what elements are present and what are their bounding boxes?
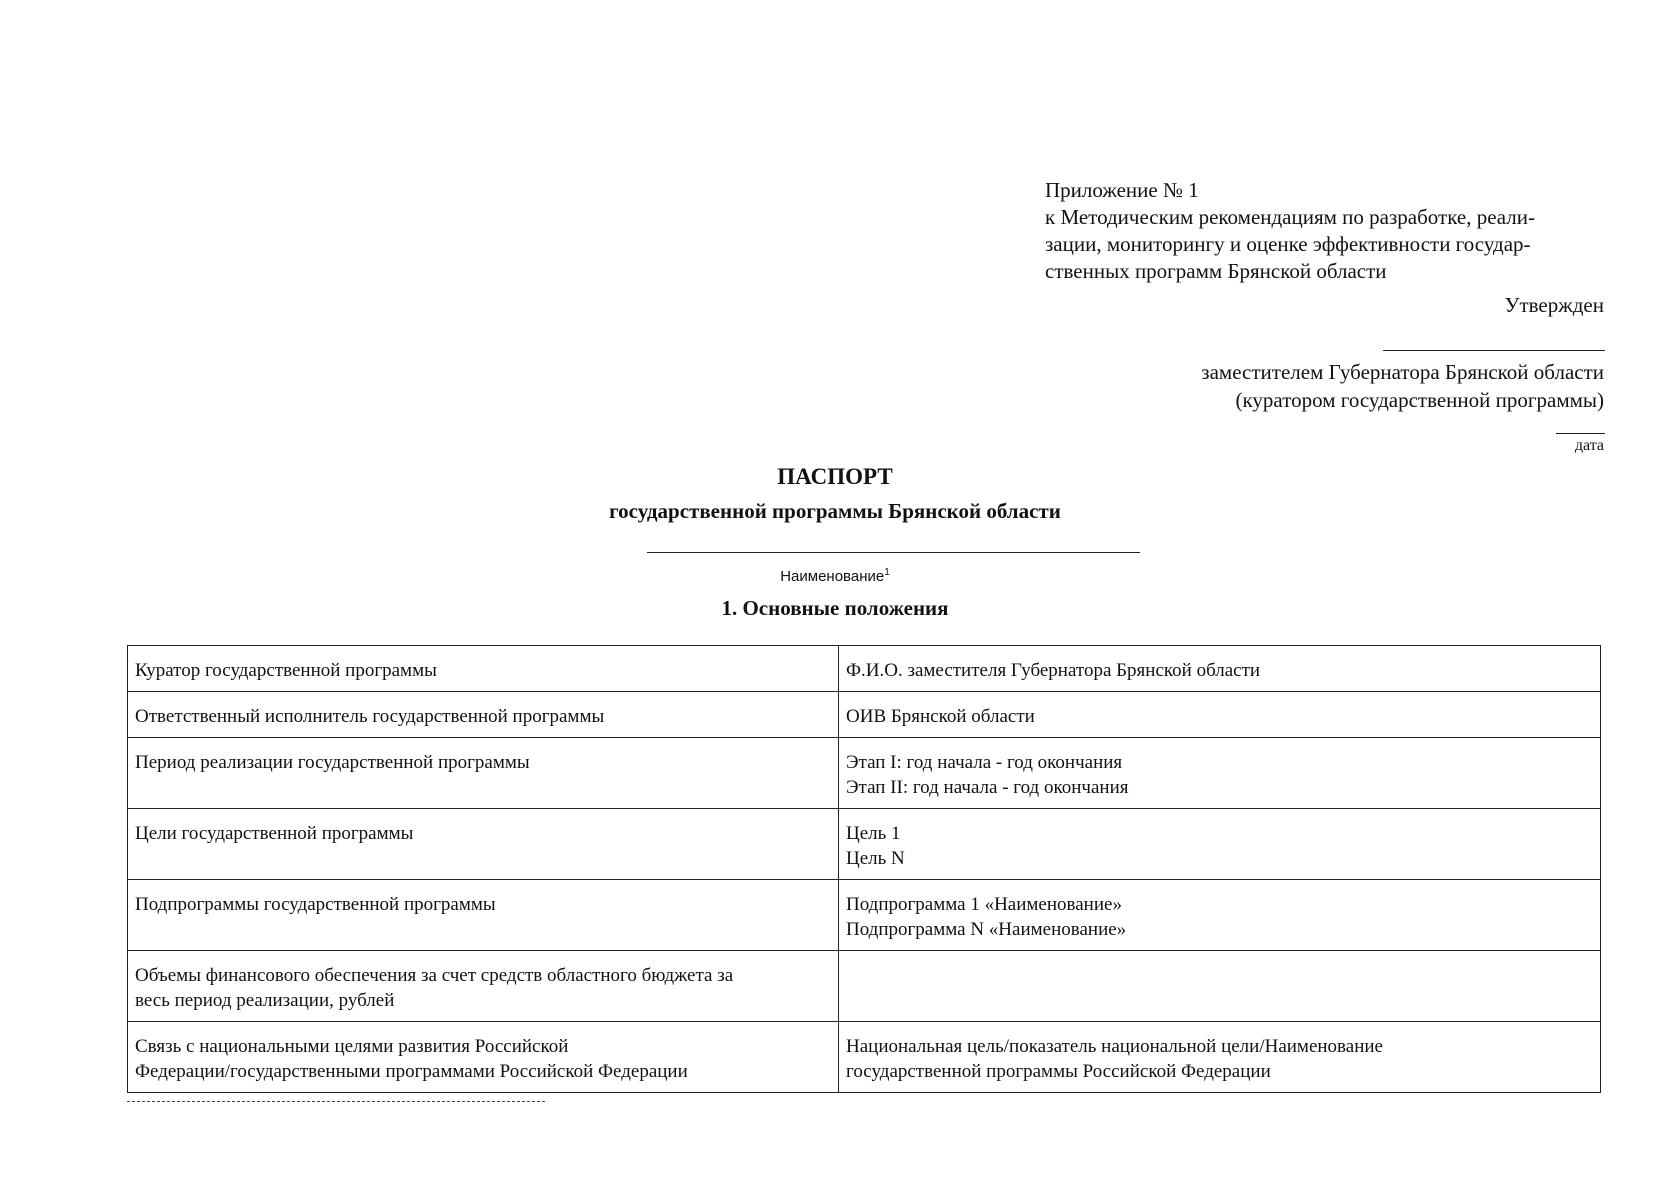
row-label-cell [128,951,839,1022]
section-heading: 1. Основные положения [721,596,949,620]
row-label-cell [128,809,839,880]
approver-block [1201,358,1604,414]
row-label-text: Связь с национальными целями развития Российской [135,1036,569,1057]
table-row [128,880,1601,951]
approver-title: заместителем Губернатора Брянской области [1201,360,1604,384]
document-title: ПАСПОРТ [777,464,893,489]
row-label-text: Период реализации государственной программы [135,752,530,773]
row-value-cell [839,692,1601,738]
row-value-cell [839,880,1601,951]
table-row [128,646,1601,692]
row-value-text: Этап II: год начала - год окончания [846,777,1129,798]
appendix-number: Приложение № 1 [1045,178,1199,202]
row-value-cell [839,1022,1601,1093]
row-value-text: ОИВ Брянской области [846,706,1035,727]
program-name-label [0,563,1670,587]
appendix-text-line-1: к Методическим рекомендациям по разработке, реали- [1045,205,1535,229]
approver-role: (куратором государственной программы) [1235,388,1604,412]
appendix-text-line-2: зации, мониторингу и оценке эффективности государ- [1045,232,1531,256]
row-value-text: государственной программы Российской Федерации [846,1061,1271,1082]
row-value-text: Цель 1 [846,823,901,844]
row-value-text: Ф.И.О. заместителя Губернатора Брянской области [846,660,1261,681]
row-label-text: Куратор государственной программы [135,660,437,681]
row-value-text: Цель N [846,848,905,869]
row-label-cell [128,646,839,692]
appendix-note [1045,177,1605,285]
row-label-text: Цели государственной программы [135,823,414,844]
table-row [128,809,1601,880]
table-row [128,1022,1601,1093]
row-label-cell [128,692,839,738]
row-label-cell [128,738,839,809]
table-row [128,692,1601,738]
date-line [1556,433,1605,434]
row-value-text: Национальная цель/показатель национальной цели/Наименование [846,1036,1383,1057]
table-row [128,738,1601,809]
document-subtitle: государственной программы Брянской области [609,499,1061,523]
footnote-marker: 1 [884,567,890,578]
row-value-text: Подпрограмма N «Наименование» [846,919,1127,940]
row-value-text: Этап I: год начала - год окончания [846,752,1123,773]
approved-label: Утвержден [1504,293,1604,317]
signature-line [1383,350,1605,351]
date-label: дата [1574,437,1604,454]
appendix-text-line-3: ственных программ Брянской области [1045,259,1387,283]
row-label-text: Ответственный исполнитель государственной программы [135,706,605,727]
footnote-separator [127,1101,545,1102]
program-name-text: Наименование [780,568,885,585]
row-label-cell [128,880,839,951]
row-value-text: Подпрограмма 1 «Наименование» [846,894,1122,915]
row-label-text: Федерации/государственными программами Российской Федерации [135,1061,688,1082]
row-value-cell [839,738,1601,809]
row-value-cell [839,809,1601,880]
row-label-text: Объемы финансового обеспечения за счет средств областного бюджета за [135,965,734,986]
row-label-text: Подпрограммы государственной программы [135,894,496,915]
row-label-cell [128,1022,839,1093]
row-value-cell [839,646,1601,692]
row-label-text: весь период реализации, рублей [135,990,395,1011]
passport-table [127,645,1601,1093]
row-value-cell [839,951,1601,1022]
program-name-line [647,552,1140,553]
table-row [128,951,1601,1022]
